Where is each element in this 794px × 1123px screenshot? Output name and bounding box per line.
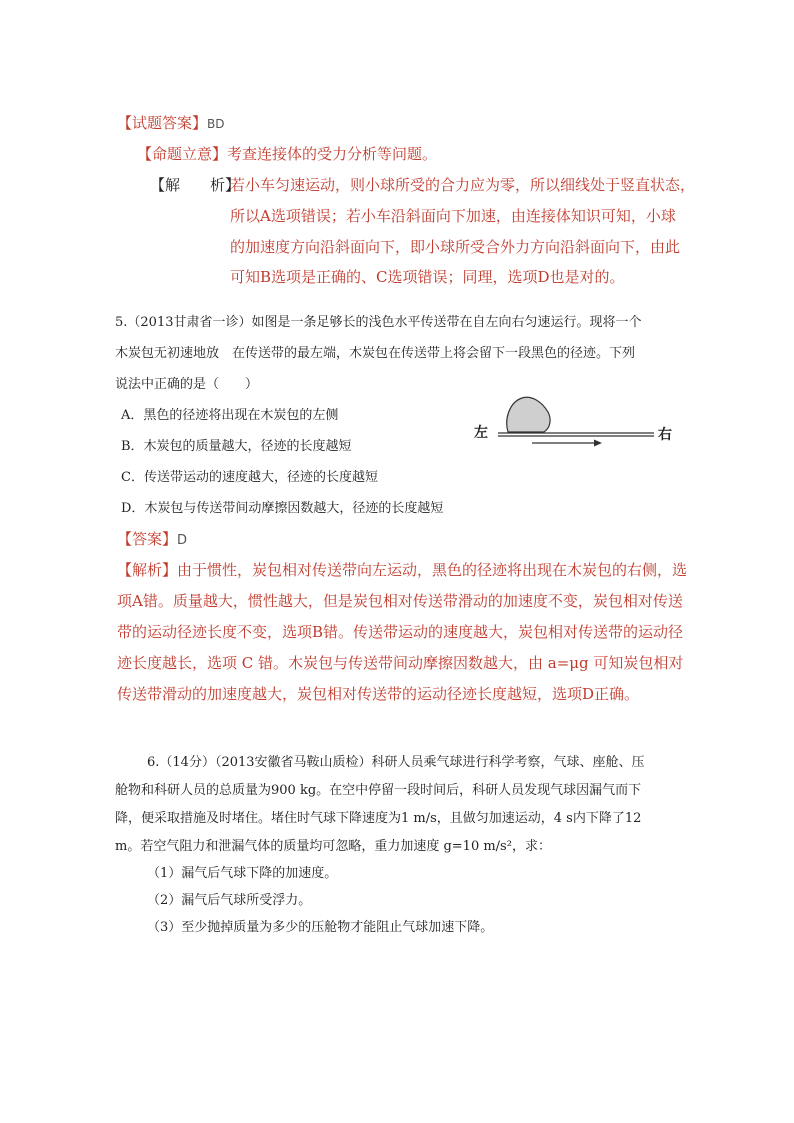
q4-intent-row <box>137 143 437 164</box>
q5-analysis-line: 迹长度越长，选项 C 错。木炭包与传送带间动摩擦因数越大，由 a=μg 可知炭包相对 <box>117 654 684 672</box>
q4-answer-value: BD <box>207 117 225 131</box>
q5-analysis-tag: 【解析】 <box>117 561 178 579</box>
q5-analysis-line: 由于惯性，炭包相对传送带向左运动，黑色的径迹将出现在木炭包的右侧，选 <box>177 561 688 579</box>
q6-stem-line: 6.（14分）（2013安徽省马鞍山质检）科研人员乘气球进行科学考察，气球、座舱、压 <box>147 755 645 770</box>
q5-stem-line: 说法中正确的是（ ） <box>115 377 259 392</box>
q5-stem-line: 5.（2013甘肃省一诊）如图是一条足够长的浅色水平传送带在自左向右匀速运行。现将一个 <box>115 315 642 330</box>
diagram-left-label: 左 <box>474 425 488 441</box>
q4-analysis-line: 所以A选项错误；若小车沿斜面向下加速，由连接体知识可知，小球 <box>230 207 676 225</box>
q4-answer-tag: 【试题答案】 <box>117 114 208 132</box>
q4-answer-row <box>117 112 225 133</box>
q6-stem-line: m。若空气阻力和泄漏气体的质量均可忽略，重力加速度 g=10 m/s²，求： <box>115 839 551 854</box>
q4-analysis-line: 可知B选项是正确的、C选项错误；同理，选项D也是对的。 <box>230 268 625 286</box>
q6-sub-question-3: （3）至少抛掉质量为多少的压舱物才能阻止气球加速下降。 <box>147 920 494 935</box>
q6-stem-line: 舱物和科研人员的总质量为900 kg。在空中停留一段时间后，科研人员发现气球因漏气而下 <box>115 783 642 798</box>
diagram-graphic <box>470 392 680 452</box>
q4-analysis-line: 若小车匀速运动，则小球所受的合力应为零，所以细线处于竖直状态， <box>230 176 696 194</box>
charcoal-bag-shape <box>507 397 550 432</box>
q6-stem-line: 降，便采取措施及时堵住。堵住时气球下降速度为1 m/s，且做匀加速运动，4 s内下降了12 <box>115 811 642 826</box>
q5-analysis-line: 项A错。质量越大，惯性越大，但是炭包相对传送带滑动的加速度不变，炭包相对传送 <box>117 592 683 610</box>
q5-option-b: B．木炭包的质量越大，径迹的长度越短 <box>121 439 352 454</box>
q6-sub-question-2: （2）漏气后气球所受浮力。 <box>147 893 312 908</box>
q6-sub-question-1: （1）漏气后气球下降的加速度。 <box>147 866 338 881</box>
q4-analysis-line: 的加速度方向沿斜面向下，即小球所受合外力方向沿斜面向下，由此 <box>230 238 681 256</box>
diagram-right-label: 右 <box>658 427 672 443</box>
q4-analysis-tag: 【解 析】 <box>150 176 241 194</box>
q4-intent-text: 考查连接体的受力分析等问题。 <box>227 145 438 163</box>
q5-analysis-row <box>117 559 687 580</box>
q5-stem-line: 木炭包无初速地放 在传送带的最左端，木炭包在传送带上将会留下一段黑色的径迹。下列 <box>115 346 636 361</box>
q5-analysis-line: 传送带滑动的加速度越大，炭包相对传送带的运动径迹长度越短，选项D正确。 <box>117 685 640 703</box>
conveyor-belt-diagram <box>470 392 680 452</box>
q5-option-d: D．木炭包与传送带间动摩擦因数越大，径迹的长度越短 <box>121 501 444 516</box>
q5-option-a: A．黑色的径迹将出现在木炭包的左侧 <box>121 408 339 423</box>
q5-answer-value: D <box>177 533 188 548</box>
q4-intent-tag: 【命题立意】 <box>137 145 228 163</box>
q5-option-c: C．传送带运动的速度越大，径迹的长度越短 <box>121 470 378 485</box>
q5-analysis-line: 带的运动径迹长度不变，选项B错。传送带运动的速度越大，炭包相对传送带的运动径 <box>117 623 684 641</box>
direction-arrow-head <box>594 440 602 447</box>
q5-answer-tag: 【答案】 <box>117 530 178 548</box>
q5-answer-row <box>117 528 187 549</box>
